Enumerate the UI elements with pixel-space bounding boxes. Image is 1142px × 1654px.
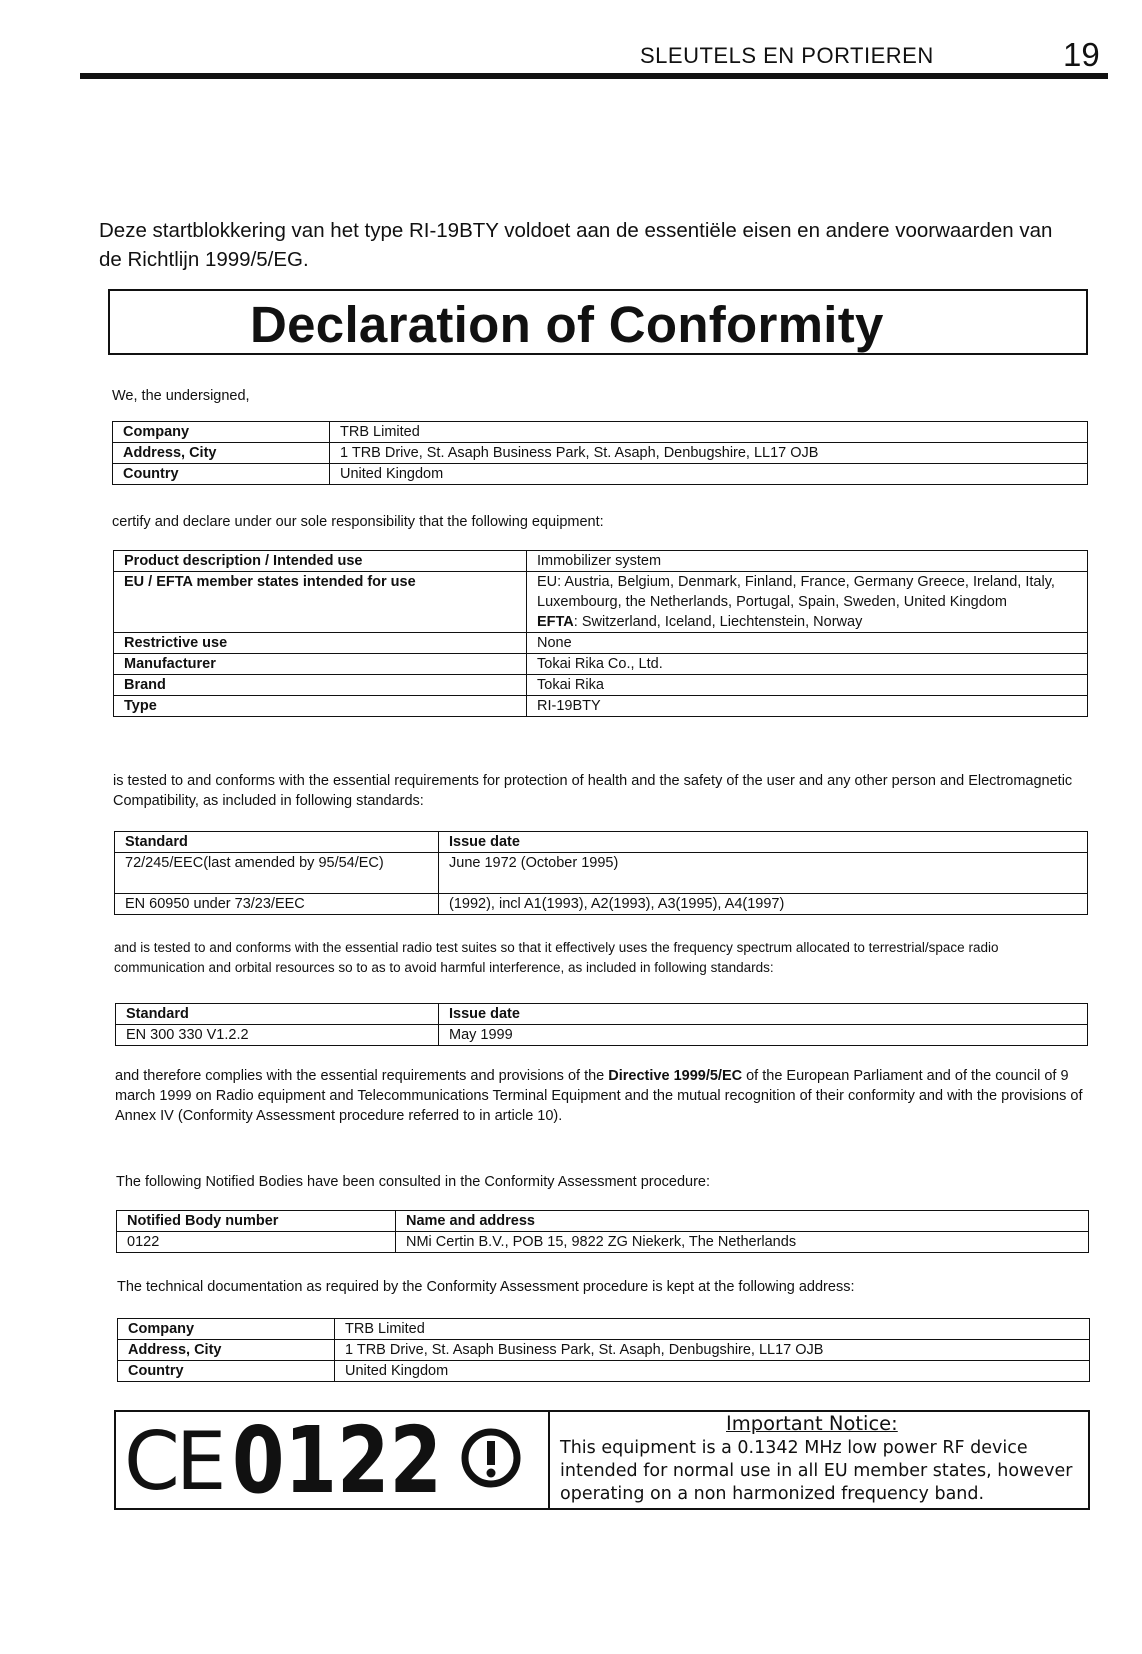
issue-date-cell: June 1972 (October 1995) xyxy=(439,853,1088,894)
notified-bodies-text: The following Notified Bodies have been consulted in the Conformity Assessment procedure: xyxy=(116,1174,711,1190)
table-row xyxy=(114,572,1088,633)
issue-date-cell: May 1999 xyxy=(439,1025,1088,1046)
product-label: Product description / Intended use xyxy=(114,551,527,572)
address-label: Address, City xyxy=(113,443,330,464)
notified-body-number-mark: 0122 xyxy=(232,1407,442,1514)
table-row xyxy=(116,1004,1088,1025)
table-row xyxy=(115,853,1088,894)
company-value: TRB Limited xyxy=(335,1319,1090,1340)
company-label: Company xyxy=(118,1319,335,1340)
standard-cell: EN 300 330 V1.2.2 xyxy=(116,1025,439,1046)
notified-body-table xyxy=(116,1210,1089,1253)
states-efta xyxy=(537,612,1077,632)
header-rule xyxy=(80,73,1108,79)
type-value: RI-19BTY xyxy=(527,696,1088,717)
brand-label: Brand xyxy=(114,675,527,696)
declaration-title: Declaration of Conformity xyxy=(250,296,884,353)
undersigned-text: We, the undersigned, xyxy=(112,388,250,404)
standard-header: Standard xyxy=(116,1004,439,1025)
standards-table-2 xyxy=(115,1003,1088,1046)
table-row xyxy=(113,422,1088,443)
country-label: Country xyxy=(118,1361,335,1382)
standard-cell: EN 60950 under 73/23/EEC xyxy=(115,894,439,915)
address-value: 1 TRB Drive, St. Asaph Business Park, St. Asaph, Denbugshire, LL17 OJB xyxy=(330,443,1088,464)
table-row xyxy=(118,1319,1090,1340)
table-row xyxy=(114,675,1088,696)
address-label: Address, City xyxy=(118,1340,335,1361)
states-eu: EU: Austria, Belgium, Denmark, Finland, France, Germany Greece, Ireland, Italy, Luxembourg, the Netherlands, Portugal, Spain, Sweden, United Kingdom xyxy=(537,574,1055,610)
intro-paragraph: Deze startblokkering van het type RI-19BTY voldoet aan de essentiële eisen en andere voorwaarden van de Richtlijn 1999/5/EG. xyxy=(99,219,1053,271)
table-row xyxy=(115,894,1088,915)
table-row xyxy=(113,443,1088,464)
states-value xyxy=(527,572,1088,633)
manufacturer-value: Tokai Rika Co., Ltd. xyxy=(527,654,1088,675)
table-row xyxy=(114,654,1088,675)
table-row xyxy=(117,1211,1089,1232)
section-title: SLEUTELS EN PORTIEREN xyxy=(640,43,934,68)
compliance-post: of the European Parliament and of the council of 9 march 1999 on Radio equipment and Telecommunications Terminal Equipment and the mutual recognition of their conformity and with the provisions of Annex IV (Conformity Assessment procedure referred to in article 10). xyxy=(115,1068,1083,1124)
states-label: EU / EFTA member states intended for use xyxy=(114,572,527,633)
table-row xyxy=(115,832,1088,853)
table-row xyxy=(114,633,1088,654)
manufacturer-label: Manufacturer xyxy=(114,654,527,675)
country-value: United Kingdom xyxy=(335,1361,1090,1382)
ce-mark: CE xyxy=(124,1415,223,1508)
name-address-cell: NMi Certin B.V., POB 15, 9822 ZG Niekerk, The Netherlands xyxy=(396,1232,1089,1253)
issue-date-header: Issue date xyxy=(439,1004,1088,1025)
name-address-header: Name and address xyxy=(396,1211,1089,1232)
restrictive-label: Restrictive use xyxy=(114,633,527,654)
table-row xyxy=(118,1361,1090,1382)
country-label: Country xyxy=(113,464,330,485)
radio-test-text: and is tested to and conforms with the essential radio test suites so that it effectively uses the frequency spectrum allocated to terrestrial/space radio communication and orbital resources so to as to avoid harmful interference, as included in following standards: xyxy=(114,940,999,975)
notified-number-cell: 0122 xyxy=(117,1232,396,1253)
page-number: 19 xyxy=(1063,36,1100,73)
company-value: TRB Limited xyxy=(330,422,1088,443)
product-table xyxy=(113,550,1088,717)
issue-date-cell: (1992), incl A1(1993), A2(1993), A3(1995), A4(1997) xyxy=(439,894,1088,915)
country-value: United Kingdom xyxy=(330,464,1088,485)
table-row xyxy=(114,696,1088,717)
table-row xyxy=(114,551,1088,572)
table-row xyxy=(118,1340,1090,1361)
technical-documentation-text: The technical documentation as required by the Conformity Assessment procedure is kept at the following address: xyxy=(117,1279,855,1295)
important-notice-body: This equipment is a 0.1342 MHz low power RF device intended for normal use in all EU member states, however operating on a non harmonized frequency band. xyxy=(560,1438,1073,1504)
product-value: Immobilizer system xyxy=(527,551,1088,572)
alert-sign-icon xyxy=(460,1427,522,1489)
standard-header: Standard xyxy=(115,832,439,853)
certify-text: certify and declare under our sole responsibility that the following equipment: xyxy=(112,514,604,530)
ce-marking-divider xyxy=(548,1410,550,1510)
notified-number-header: Notified Body number xyxy=(117,1211,396,1232)
restrictive-value: None xyxy=(527,633,1088,654)
address-table xyxy=(117,1318,1090,1382)
important-notice-title: Important Notice: xyxy=(726,1412,898,1435)
issue-date-header: Issue date xyxy=(439,832,1088,853)
tested-text: is tested to and conforms with the essential requirements for protection of health and the safety of the user and any other person and Electromagnetic Compatibility, as included in following standards: xyxy=(113,773,1073,809)
table-row xyxy=(117,1232,1089,1253)
standard-cell: 72/245/EEC(last amended by 95/54/EC) xyxy=(115,853,439,894)
company-label: Company xyxy=(113,422,330,443)
type-label: Type xyxy=(114,696,527,717)
brand-value: Tokai Rika xyxy=(527,675,1088,696)
efta-countries: : Switzerland, Iceland, Liechtenstein, Norway xyxy=(573,614,863,630)
compliance-text xyxy=(115,1066,1087,1126)
company-table xyxy=(112,421,1088,485)
directive-reference: Directive 1999/5/EC xyxy=(608,1068,743,1084)
address-value: 1 TRB Drive, St. Asaph Business Park, St. Asaph, Denbugshire, LL17 OJB xyxy=(335,1340,1090,1361)
compliance-pre: and therefore complies with the essential requirements and provisions of the xyxy=(115,1068,609,1084)
table-row xyxy=(113,464,1088,485)
table-row xyxy=(116,1025,1088,1046)
efta-label: EFTA xyxy=(537,614,574,630)
standards-table-1 xyxy=(114,831,1088,915)
